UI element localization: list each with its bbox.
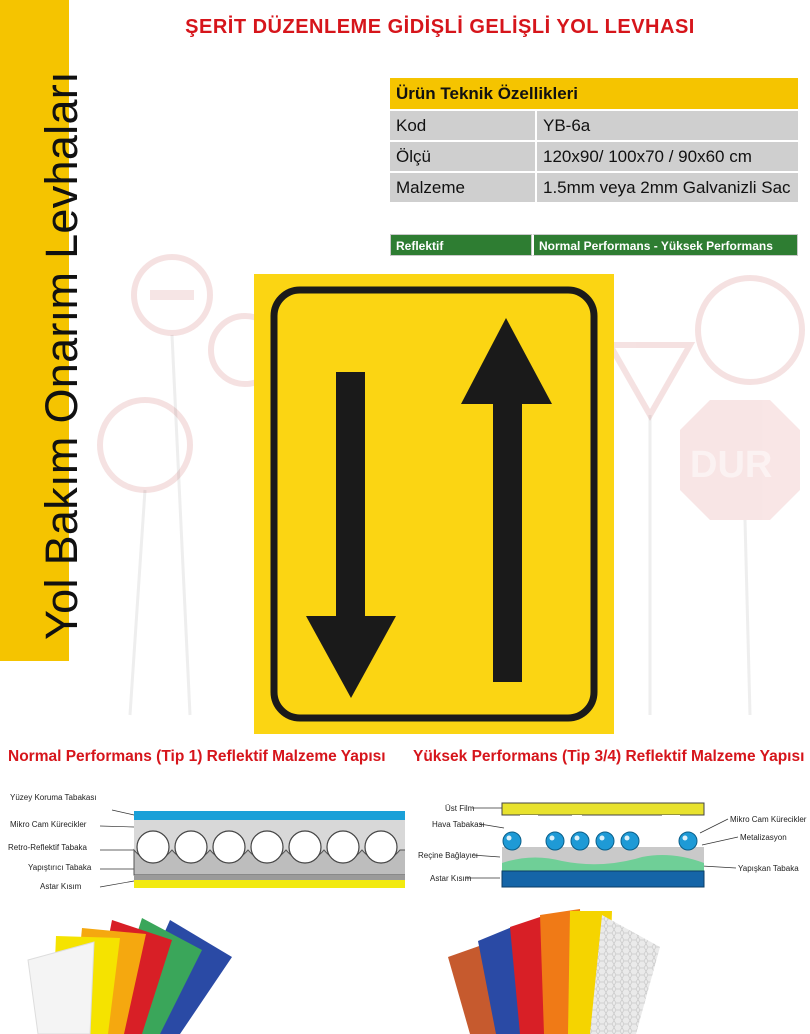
layer-label: Hava Tabakası: [432, 820, 485, 829]
spec-key: Kod: [390, 110, 536, 141]
down-arrow-shaft: [336, 372, 365, 624]
spec-row-malzeme: [390, 172, 798, 202]
up-arrow-head: [461, 318, 552, 404]
lane-arrangement-sign-graphic: [254, 274, 614, 734]
spec-table: [390, 78, 798, 202]
spec-key: Ölçü: [390, 141, 536, 172]
reflective-key: Reflektif: [390, 234, 532, 256]
swatch-white-prismatic: [590, 915, 660, 1034]
up-arrow-shaft: [493, 392, 522, 682]
layer-label: Astar Kısım: [430, 874, 472, 883]
spec-value: 120x90/ 100x70 / 90x60 cm: [536, 141, 798, 172]
spec-key: Malzeme: [390, 172, 536, 202]
spec-row-kod: [390, 110, 798, 141]
layer-label: Üst Film: [445, 804, 475, 813]
reflective-value: Normal Performans - Yüksek Performans: [532, 234, 798, 256]
side-banner-label: Yol Bakım Onarım Levhaları: [36, 71, 87, 640]
layer-label: Mikro Cam Kürecikler: [10, 820, 87, 829]
bg-round-sign: [698, 278, 802, 382]
high-performance-diagram: [412, 795, 807, 895]
normal-layer-stack: [0, 790, 405, 894]
layer-label: Reçine Bağlayıcı: [418, 851, 479, 860]
down-arrow-head: [306, 616, 396, 698]
bg-triangle-sign: [610, 345, 690, 415]
high-performance-swatches-image: [430, 905, 670, 1034]
high-layer-stack: [412, 795, 807, 895]
layer-label: Yüzey Koruma Tabakası: [10, 793, 97, 802]
bg-no-entry-bar: [150, 290, 194, 300]
spec-value: YB-6a: [536, 110, 798, 141]
layer-label: Yapıştırıcı Tabaka: [28, 863, 92, 872]
adhesive-layer: [134, 875, 405, 880]
normal-performance-diagram: [0, 790, 405, 890]
main-sign: [254, 274, 614, 734]
layer-label: Mikro Cam Kürecikler: [730, 815, 807, 824]
side-banner: [0, 0, 87, 661]
top-film-layer: [502, 803, 704, 815]
high-performance-title: Yüksek Performans (Tip 3/4) Reflektif Malzeme Yapısı: [413, 748, 805, 765]
liner-layer: [134, 880, 405, 888]
layer-label: Yapışkan Tabaka: [738, 864, 799, 873]
spec-row-olcu: [390, 141, 798, 172]
bg-stop-sign-text: DUR: [690, 444, 773, 486]
liner-layer: [502, 871, 704, 887]
spec-value: 1.5mm veya 2mm Galvanizli Sac: [536, 172, 798, 202]
layer-label: Retro-Reflektif Tabaka: [8, 843, 87, 852]
normal-performance-title: Normal Performans (Tip 1) Reflektif Malzeme Yapısı: [8, 748, 386, 765]
surface-protection-layer: [134, 811, 405, 820]
layer-label: Metalizasyon: [740, 833, 787, 842]
swatch-white: [28, 942, 94, 1034]
sign-border: [274, 290, 594, 718]
spec-table-header: Ürün Teknik Özellikleri: [390, 78, 798, 110]
page-title: ŞERİT DÜZENLEME GİDİŞLİ GELİŞLİ YOL LEVHASI: [185, 16, 695, 38]
normal-performance-swatches-image: [20, 912, 240, 1034]
layer-label: Astar Kısım: [40, 882, 82, 891]
